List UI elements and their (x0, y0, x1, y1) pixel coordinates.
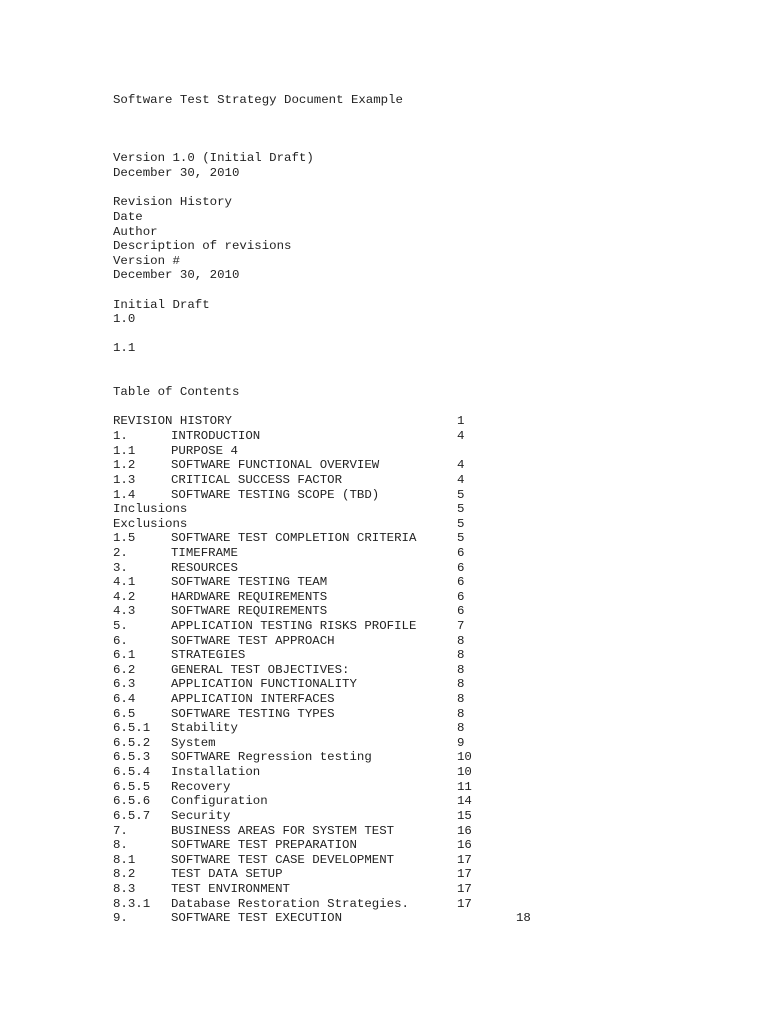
toc-entry-title: Installation (171, 765, 261, 780)
toc-entry-page: 8 (457, 662, 465, 677)
toc-entry-title: SOFTWARE TEST EXECUTION (171, 911, 343, 926)
toc-entry[interactable] (113, 648, 673, 663)
toc-entry-number: 1. (113, 429, 128, 444)
revision-version: 1.0 (113, 312, 136, 327)
toc-entry-number: 6.5.4 (113, 765, 151, 780)
toc-entry-number: 1.2 (113, 458, 136, 473)
toc-entry-page: 16 (457, 823, 472, 838)
toc-entry-label: REVISION HISTORY (113, 414, 232, 429)
toc-entry-number: 1.1 (113, 443, 136, 458)
toc-entry-number: 6.1 (113, 648, 136, 663)
toc-entry-page: 5 (457, 516, 465, 531)
toc-entry-number: 4.1 (113, 575, 136, 590)
toc-heading: Table of Contents (113, 385, 240, 400)
toc-entry-title: SOFTWARE TEST CASE DEVELOPMENT (171, 852, 395, 867)
revision-label-author: Author (113, 224, 158, 239)
toc-entry[interactable] (113, 911, 673, 926)
toc-entry-title: SOFTWARE REQUIREMENTS (171, 604, 328, 619)
version-line: Version 1.0 (Initial Draft) (113, 151, 314, 166)
toc-entry-page: 6 (457, 575, 465, 590)
toc-entry[interactable] (113, 575, 673, 590)
toc-entry[interactable] (113, 634, 673, 649)
toc-entry[interactable] (113, 473, 673, 488)
toc-entry-title: Recovery (171, 779, 231, 794)
toc-entry-page: 15 (457, 808, 472, 823)
toc-entry-page: 17 (457, 867, 472, 882)
toc-entry[interactable] (113, 517, 673, 532)
toc-entry-page: 17 (457, 881, 472, 896)
toc-entry-page: 10 (457, 765, 472, 780)
toc-entry[interactable] (113, 677, 673, 692)
toc-entry-page: 4 (457, 429, 465, 444)
toc-entry[interactable] (113, 561, 673, 576)
toc-entry-page: 17 (457, 852, 472, 867)
toc-entry[interactable] (113, 619, 673, 634)
toc-entry[interactable] (113, 531, 673, 546)
toc-entry-title: APPLICATION FUNCTIONALITY (171, 677, 357, 692)
revision-label-date: Date (113, 209, 143, 224)
toc-entry-page: 8 (457, 706, 465, 721)
toc-entry-number: 7. (113, 823, 128, 838)
revision-label-version: Version # (113, 253, 180, 268)
toc-entry[interactable] (113, 867, 673, 882)
toc-entry-page: 9 (457, 735, 465, 750)
toc-entry-page: 8 (457, 677, 465, 692)
toc-entry-title: SOFTWARE TEST APPROACH (171, 633, 335, 648)
toc-entry-page: 4 (457, 472, 465, 487)
toc-entry-title: TIMEFRAME (171, 545, 238, 560)
toc-entry-number: 1.3 (113, 472, 136, 487)
toc-entry-number: 9. (113, 911, 128, 926)
toc-entry[interactable] (113, 853, 673, 868)
toc-entry-number: 1.4 (113, 487, 136, 502)
toc-entry-number: 8.3.1 (113, 896, 151, 911)
toc-entry-title: CRITICAL SUCCESS FACTOR (171, 472, 343, 487)
toc-entry-label: Inclusions (113, 502, 188, 517)
toc-entry-number: 6.5 (113, 706, 136, 721)
toc-entry-number: 6.4 (113, 692, 136, 707)
toc-entry[interactable] (113, 897, 673, 912)
toc-entry-title: PURPOSE 4 (171, 443, 238, 458)
toc-entry-page: 8 (457, 648, 465, 663)
toc-entry-number: 8. (113, 838, 128, 853)
toc-entry[interactable] (113, 809, 673, 824)
toc-entry-title: Security (171, 808, 231, 823)
revision-history-heading: Revision History (113, 195, 232, 210)
toc-entry[interactable] (113, 750, 673, 765)
toc-entry-title: SOFTWARE TEST PREPARATION (171, 838, 357, 853)
toc-entry[interactable] (113, 780, 673, 795)
toc-entry-page: 10 (457, 750, 472, 765)
toc-entry-page: 6 (457, 604, 465, 619)
toc-entry[interactable] (113, 663, 673, 678)
toc-entry-page: 17 (457, 896, 472, 911)
toc-entry[interactable] (113, 794, 673, 809)
toc-entry-title: STRATEGIES (171, 648, 246, 663)
toc-entry[interactable] (113, 736, 673, 751)
toc-entry[interactable] (113, 882, 673, 897)
toc-entry-number: 1.5 (113, 531, 136, 546)
revision-date: December 30, 2010 (113, 268, 240, 283)
toc-entry-title: Database Restoration Strategies. (171, 896, 409, 911)
toc-entry-title: INTRODUCTION (171, 429, 261, 444)
toc-entry-number: 3. (113, 560, 128, 575)
toc-entry-title: SOFTWARE TEST COMPLETION CRITERIA (171, 531, 417, 546)
toc-entry-number: 6.5.3 (113, 750, 151, 765)
toc-entry-number: 6.5.5 (113, 779, 151, 794)
toc-entry-title: System (171, 735, 216, 750)
toc-entry[interactable] (113, 692, 673, 707)
toc-entry-page: 18 (516, 911, 531, 926)
toc-entry-title: APPLICATION INTERFACES (171, 692, 335, 707)
toc-entry[interactable] (113, 765, 673, 780)
toc-entry-number: 8.1 (113, 852, 136, 867)
toc-entry[interactable] (113, 707, 673, 722)
toc-entry[interactable] (113, 546, 673, 561)
toc-entry[interactable] (113, 838, 673, 853)
toc-entry-number: 6. (113, 633, 128, 648)
toc-entry-title: SOFTWARE TESTING TYPES (171, 706, 335, 721)
toc-entry-title: Configuration (171, 794, 268, 809)
revision-label-description: Description of revisions (113, 239, 292, 254)
toc-entry-page: 8 (457, 633, 465, 648)
toc-entry-title: TEST DATA SETUP (171, 867, 283, 882)
toc-entry-page: 1 (457, 414, 465, 429)
document-page (113, 93, 673, 926)
toc-entry-page: 7 (457, 618, 465, 633)
toc-entry[interactable] (113, 604, 673, 619)
toc-entry-title: TEST ENVIRONMENT (171, 881, 290, 896)
toc-entry-page: 5 (457, 531, 465, 546)
toc-entry-page: 6 (457, 589, 465, 604)
toc-entry-number: 6.3 (113, 677, 136, 692)
toc-entry[interactable] (113, 824, 673, 839)
toc-entry-page: 8 (457, 692, 465, 707)
toc-entry-number: 6.5.1 (113, 721, 151, 736)
toc-entry-title: SOFTWARE Regression testing (171, 750, 372, 765)
toc-entry-page: 6 (457, 560, 465, 575)
toc-entry-page: 16 (457, 838, 472, 853)
toc-entry-number: 6.5.2 (113, 735, 151, 750)
toc-entry-page: 4 (457, 458, 465, 473)
table-of-contents (113, 414, 673, 925)
toc-entry-number: 6.5.7 (113, 808, 151, 823)
toc-entry-number: 8.2 (113, 867, 136, 882)
toc-entry-title: SOFTWARE TESTING TEAM (171, 575, 328, 590)
toc-entry[interactable] (113, 444, 673, 459)
toc-entry-label: Exclusions (113, 516, 188, 531)
toc-entry-number: 8.3 (113, 881, 136, 896)
toc-entry-title: APPLICATION TESTING RISKS PROFILE (171, 618, 417, 633)
toc-entry-number: 4.2 (113, 589, 136, 604)
toc-entry-title: RESOURCES (171, 560, 238, 575)
date-line: December 30, 2010 (113, 166, 240, 181)
revision-next-version: 1.1 (113, 341, 136, 356)
toc-entry-title: GENERAL TEST OBJECTIVES: (171, 662, 350, 677)
toc-entry-title: SOFTWARE TESTING SCOPE (TBD) (171, 487, 380, 502)
toc-entry-title: HARDWARE REQUIREMENTS (171, 589, 328, 604)
toc-entry-page: 8 (457, 721, 465, 736)
toc-entry-title: SOFTWARE FUNCTIONAL OVERVIEW (171, 458, 380, 473)
toc-entry-page: 14 (457, 794, 472, 809)
toc-entry[interactable] (113, 429, 673, 444)
toc-entry-number: 2. (113, 545, 128, 560)
toc-entry-page: 11 (457, 779, 472, 794)
toc-entry[interactable] (113, 488, 673, 503)
toc-entry-number: 6.2 (113, 662, 136, 677)
toc-entry[interactable] (113, 414, 673, 429)
toc-entry[interactable] (113, 458, 673, 473)
toc-entry-number: 4.3 (113, 604, 136, 619)
toc-entry[interactable] (113, 590, 673, 605)
toc-entry[interactable] (113, 502, 673, 517)
toc-entry[interactable] (113, 721, 673, 736)
toc-entry-page: 6 (457, 545, 465, 560)
toc-entry-page: 5 (457, 487, 465, 502)
toc-entry-number: 6.5.6 (113, 794, 151, 809)
document-title: Software Test Strategy Document Example (113, 93, 403, 107)
revision-description: Initial Draft (113, 297, 210, 312)
toc-entry-page: 5 (457, 502, 465, 517)
toc-entry-number: 5. (113, 618, 128, 633)
toc-entry-title: BUSINESS AREAS FOR SYSTEM TEST (171, 823, 395, 838)
toc-entry-title: Stability (171, 721, 238, 736)
